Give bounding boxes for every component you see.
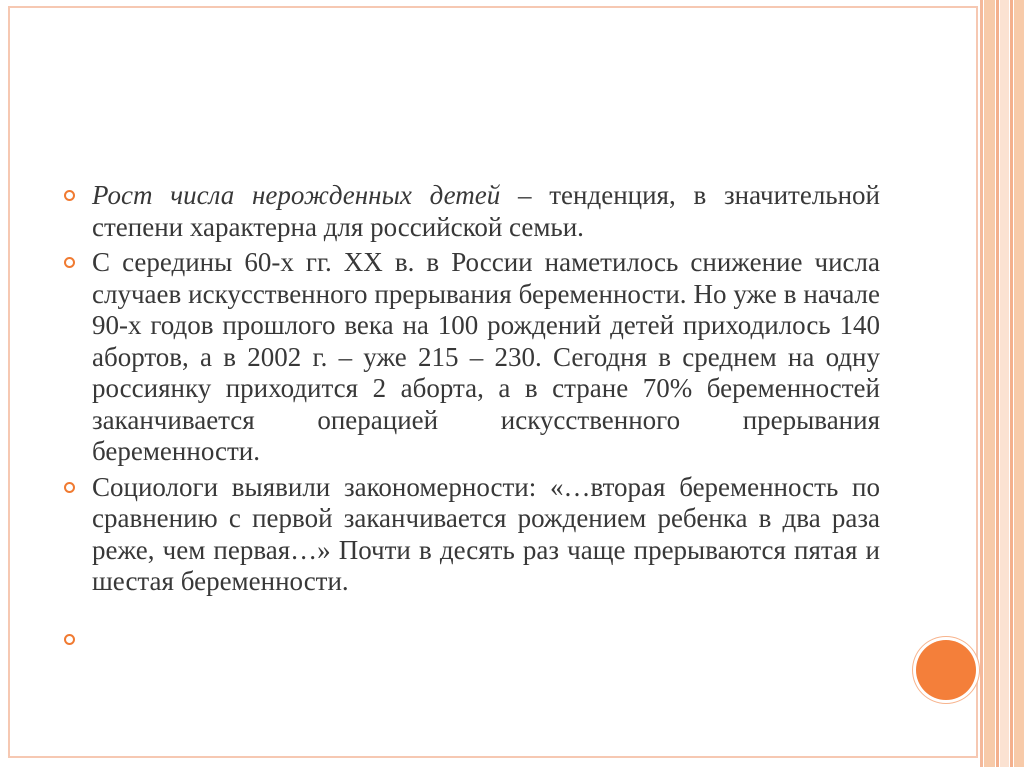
ring-bullet-icon [64, 634, 75, 645]
stripe [980, 0, 983, 767]
bullet-item [64, 247, 880, 468]
slide-content [64, 180, 880, 659]
bullet-item-empty [64, 624, 880, 656]
bullet-italic-text: Рост числа нерожденных детей [92, 180, 501, 210]
decorative-stripes [980, 0, 1024, 767]
bullet-item [64, 472, 880, 598]
ring-bullet-icon [64, 257, 75, 268]
ring-bullet-icon [64, 482, 75, 493]
stripe [1000, 0, 1009, 767]
orange-circle-icon [916, 640, 976, 700]
ring-bullet-icon [64, 190, 75, 201]
stripe [1014, 0, 1024, 767]
bullet-text: – тенденция, в значительной степени характерна для российской семьи. [92, 180, 881, 242]
bullet-item [64, 180, 880, 243]
stripe [1010, 0, 1013, 767]
bullet-text: Социологи выявили закономерности: «…вторая беременность по сравнению с первой заканчивается рождением ребенка в два раза реже, чем первая…» Почти в десять раз чаще прерываются пятая и шестая беременности. [92, 471, 880, 596]
stripe [996, 0, 999, 767]
stripe [984, 0, 995, 767]
bullet-text: С середины 60-х гг. XX в. в России наметилось снижение числа случаев искусственного прерывания беременности. Но уже в начале 90-х годов прошлого века на 100 рождений детей приходилось 140 абортов, а в 2002 г. – уже 215 – 230. Сегодня в среднем на одну россиянку приходится 2 аборта, а в стране 70% беременностей заканчивается операцией искусственного прерывания беременности. [92, 247, 880, 466]
